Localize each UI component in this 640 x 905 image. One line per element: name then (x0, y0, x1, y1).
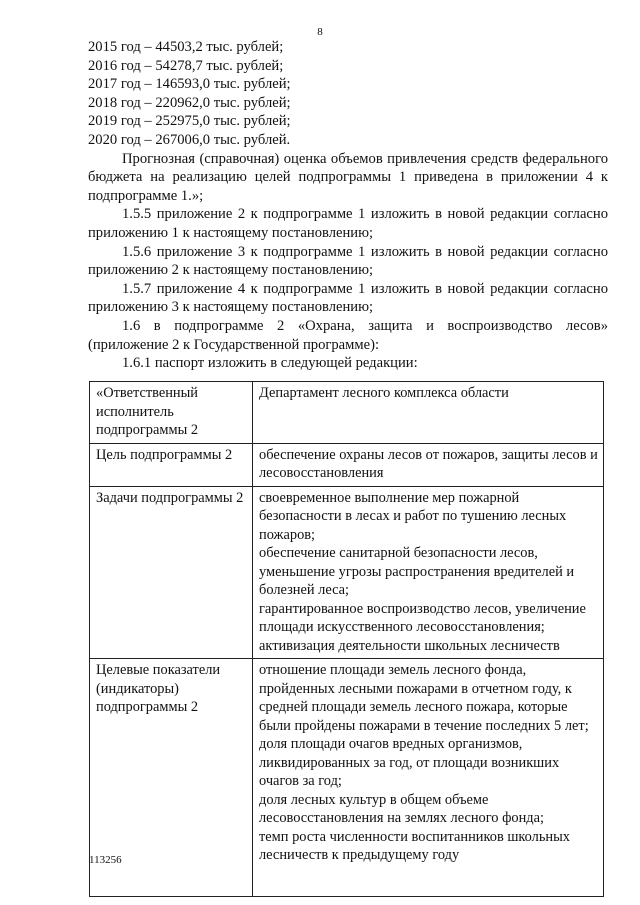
item-1-6: 1.6 в подпрограмме 2 «Охрана, защита и воспроизводство лесов» (приложение 2 к Государственной программе): (88, 317, 608, 353)
item-1-5-7: 1.5.7 приложение 4 к подпрограмме 1 изложить в новой редакции согласно приложению 3 к настоящему постановлению; (88, 280, 608, 316)
value-line: отношение площади земель лесного фонда, пройденных лесными пожарами в отчетном году, к средней площади земель лесного пожара, которые были пройдены пожарами в течение последних 5 лет; (259, 662, 589, 734)
row-value-goal (253, 443, 604, 486)
item-1-6-1: 1.6.1 паспорт изложить в следующей редакции: (122, 355, 418, 372)
row-label-responsible: «Ответственный исполнитель подпрограммы 2 (90, 382, 253, 444)
row-label-tasks: Задачи подпрограммы 2 (90, 486, 253, 659)
value-line: темп роста численности воспитанников школьных лесничеств к предыдущему году (259, 828, 570, 863)
row-label-goal: Цель подпрограммы 2 (90, 443, 253, 486)
row-value-tasks (253, 486, 604, 659)
value-line: доля площади очагов вредных организмов, ликвидированных за год, от площади возникших очагов за год; (259, 736, 560, 789)
funding-line: 2019 год – 252975,0 тыс. рублей; (88, 113, 291, 130)
row-label-indicators: Целевые показатели (индикаторы) подпрограммы 2 (90, 659, 253, 897)
value-line: обеспечение санитарной безопасности лесов, уменьшение угрозы распространения вредителей и болезней леса; (259, 545, 575, 598)
value-line: активизация деятельности школьных лесничеств (259, 637, 560, 654)
item-1-5-6: 1.5.6 приложение 3 к подпрограмме 1 изложить в новой редакции согласно приложению 2 к настоящему постановлению; (88, 243, 608, 279)
funding-line: 2015 год – 44503,2 тыс. рублей; (88, 39, 284, 55)
row-value-indicators (253, 659, 604, 897)
table-row (90, 443, 604, 486)
row-value-responsible (253, 382, 604, 444)
forecast-paragraph: Прогнозная (справочная) оценка объемов привлечения средств федерального бюджета на реализацию целей подпрограммы 1 приведена в приложении 4 к подпрограмме 1.»; (88, 150, 608, 204)
value-line: гарантированное воспроизводство лесов, увеличение площади искусственного лесовосстановления; (259, 600, 586, 635)
document-code: 113256 (89, 854, 122, 866)
subprogram-passport-table (89, 381, 604, 897)
table-row (90, 486, 604, 659)
funding-line: 2020 год – 267006,0 тыс. рублей. (88, 131, 291, 148)
funding-line: 2018 год – 220962,0 тыс. рублей; (88, 94, 291, 111)
page-number: 8 (317, 26, 323, 38)
funding-line: 2017 год – 146593,0 тыс. рублей; (88, 76, 291, 93)
document-body (88, 38, 608, 373)
value-line: своевременное выполнение мер пожарной безопасности в лесах и работ по тушению лесных пожаров; (259, 489, 567, 543)
value-line: Департамент лесного комплекса области (259, 385, 509, 401)
table-row (90, 382, 604, 444)
value-line: обеспечение охраны лесов от пожаров, защиты лесов и лесовосстановления (259, 446, 598, 481)
funding-line: 2016 год – 54278,7 тыс. рублей; (88, 57, 284, 74)
table-row (90, 659, 604, 897)
value-line: доля лесных культур в общем объеме лесовосстановления на землях лесного фонда; (259, 791, 545, 826)
item-1-5-5: 1.5.5 приложение 2 к подпрограмме 1 изложить в новой редакции согласно приложению 1 к настоящему постановлению; (88, 206, 608, 241)
